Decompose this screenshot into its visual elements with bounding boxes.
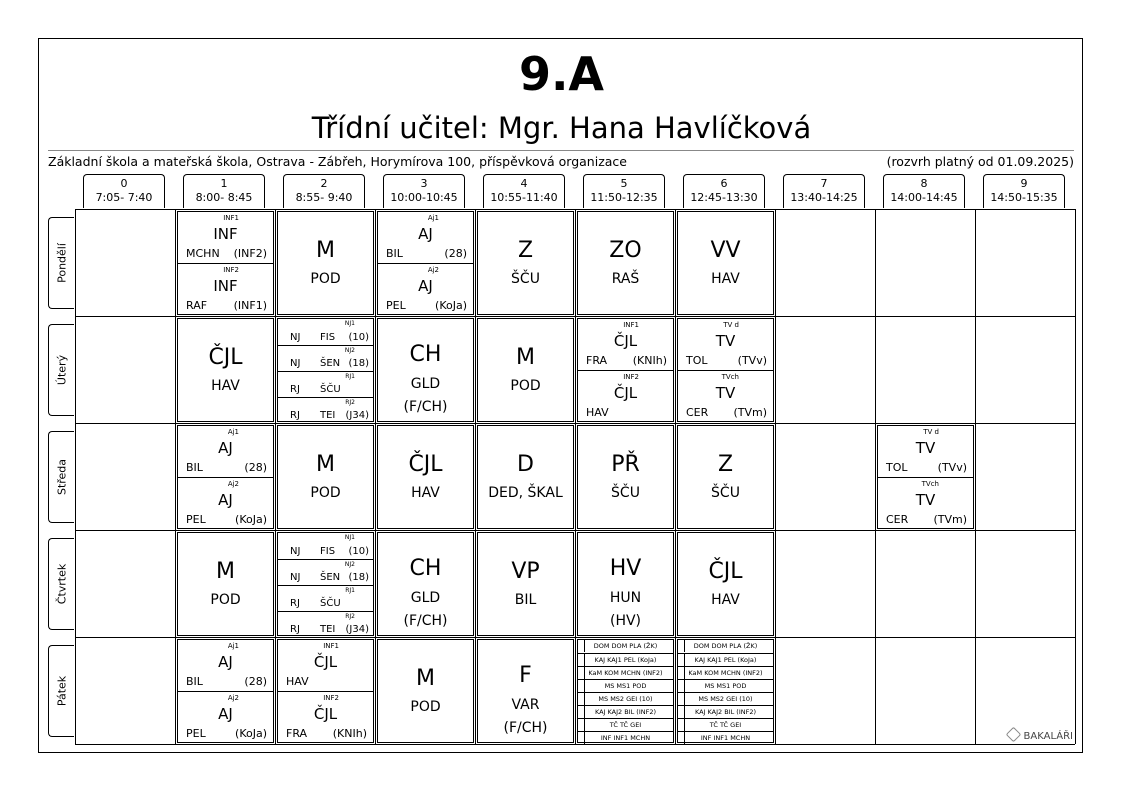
group-room: (28) [244,461,267,474]
day-label: Čtvrtek [55,563,68,605]
group-label: Aj2 [227,694,239,702]
group-teacher: PEL [386,299,406,312]
hour-number: 7 [820,177,828,190]
lesson-teacher: HAV [211,378,240,394]
group-subject: INF [213,225,238,243]
group-subject: RJ [290,624,300,635]
lesson-group [278,691,373,743]
lesson-subject: Z [717,452,734,477]
group-subject: AJ [418,225,433,243]
lesson-teacher: POD [310,485,341,501]
lesson-cell [377,425,474,529]
lesson-group [278,345,373,371]
mini-lesson-text: KAJ KAJ1 PEL (KoJa) [694,656,757,664]
lesson-cell [377,318,474,422]
group-room: (KoJa) [235,727,267,740]
lesson-subject: M [216,559,235,584]
lesson-teacher: HUN [609,590,642,606]
lesson-group [178,426,273,478]
mini-lesson-row [678,705,773,718]
day-tab [48,217,74,309]
lesson-group [678,370,773,422]
mini-lesson-row [578,679,673,692]
mini-lesson-text: MS MS2 GEI (10) [698,695,753,703]
lesson-teacher: HAV [411,485,440,501]
lesson-cell [477,425,574,529]
mini-lesson-row [578,692,673,705]
lesson-subject: M [316,238,335,263]
hour-time: 12:45-13:30 [690,191,758,204]
group-teacher: RAF [186,299,208,312]
lesson-group [278,559,373,585]
lesson-teacher: HAV [711,592,740,608]
lesson-teacher: ŠČU [511,271,540,287]
lesson-subject: D [517,452,534,477]
day-label: Úterý [55,354,68,386]
hour-number: 8 [920,177,928,190]
lesson-cell [477,639,574,743]
lesson-teacher: POD [210,592,241,608]
group-label: Aj2 [427,266,439,274]
mini-lesson-row [578,705,673,718]
group-label: NJ2 [344,561,355,568]
mini-lesson-text: MS MS1 POD [604,682,647,690]
mini-lesson-text: KaM KOM MCHN (INF2) [588,669,663,677]
lesson-subject: HV [609,556,642,581]
group-label: RJ2 [345,399,355,406]
hour-time: 8:55- 9:40 [295,191,353,204]
lesson-group [678,319,773,371]
group-label: RJ1 [345,587,355,594]
group-teacher: TOL [686,354,708,367]
lesson-group [178,212,273,264]
hour-time: 8:00- 8:45 [195,191,253,204]
hour-time: 7:05- 7:40 [95,191,153,204]
group-room: (18) [348,572,369,583]
lesson-cell [177,318,274,422]
mini-lesson-row [678,692,773,705]
group-teacher: FRA [286,727,308,740]
group-teacher: ŠČU [320,598,341,609]
hour-time: 13:40-14:25 [790,191,858,204]
group-label: Aj1 [227,428,239,436]
group-label: INF2 [323,694,339,702]
lesson-subject: VV [710,238,741,263]
group-label: INF2 [223,266,239,274]
group-subject: AJ [218,653,233,671]
lesson-group [878,426,973,478]
lesson-cell [277,211,374,315]
group-teacher: MCHN [186,247,220,260]
day-label: Pátek [55,675,68,707]
group-teacher: FIS [320,332,336,343]
group-teacher: CER [686,406,709,419]
mini-lesson-row [578,718,673,731]
group-subject: TV [715,332,736,350]
lesson-teacher: POD [410,699,441,715]
mini-lesson-text: KaM KOM MCHN (INF2) [688,669,763,677]
group-teacher: HAV [286,675,309,688]
group-subject: TV [715,384,736,402]
group-teacher: FIS [320,546,336,557]
lesson-group [178,263,273,315]
group-subject: INF [213,277,238,295]
group-subject: NJ [290,358,301,369]
lesson-subject: VP [511,559,540,584]
hour-number: 6 [720,177,728,190]
lesson-group [178,640,273,692]
group-subject: TV [915,439,936,457]
hour-time: 10:00-10:45 [390,191,458,204]
group-room: (TVm) [733,406,767,419]
lesson-subject: ČJL [408,452,443,477]
group-teacher: CER [886,513,909,526]
lesson-cell [677,425,774,529]
lesson-cell [377,532,474,636]
group-room: (KNIh) [332,727,367,740]
lesson-room: (F/CH) [503,720,548,736]
group-teacher: TEI [320,624,336,635]
group-subject: RJ [290,410,300,421]
group-room: (KoJa) [435,299,467,312]
group-label: TVch [721,373,739,381]
lesson-teacher: HAV [711,271,740,287]
group-label: NJ1 [344,320,355,327]
lesson-cell [377,639,474,743]
mini-lesson-text: KAJ KAJ2 BIL (INF2) [594,708,657,716]
lesson-cell [177,425,274,529]
group-teacher: ŠEN [320,358,341,369]
mini-lesson-row [678,718,773,731]
lesson-teacher: VAR [511,697,540,713]
day-tab [48,538,74,630]
group-teacher: TEI [320,410,336,421]
lesson-group [278,371,373,397]
lesson-subject: M [416,666,435,691]
lesson-group [578,370,673,422]
lesson-teacher: BIL [514,592,537,608]
mini-lesson-text: MS MS2 GEI (10) [598,695,653,703]
day-tab [48,324,74,416]
lesson-cell [577,425,674,529]
group-label: NJ1 [344,534,355,541]
lesson-subject: ZO [609,238,642,263]
lesson-cell [877,425,974,529]
lesson-cell [577,639,674,743]
hour-time: 14:50-15:35 [990,191,1058,204]
group-label: INF1 [323,642,339,650]
lesson-cell [277,318,374,422]
hour-number: 3 [420,177,428,190]
lesson-cell [677,318,774,422]
lesson-group [278,585,373,611]
lesson-cell [377,211,474,315]
lesson-group [578,319,673,371]
lesson-cell [577,532,674,636]
lesson-cell [677,211,774,315]
group-label: INF2 [623,373,639,381]
group-room: (TVv) [937,461,967,474]
lesson-teacher: GLD [410,590,441,606]
group-subject: NJ [290,546,301,557]
hour-number: 1 [220,177,228,190]
lesson-subject: PŘ [611,452,640,477]
mini-lesson-text: MS MS1 POD [704,682,747,690]
bakalari-logo-icon [1005,727,1021,743]
group-room: (J34) [345,624,369,635]
group-teacher: HAV [586,406,609,419]
group-room: (28) [444,247,467,260]
group-subject: TV [915,491,936,509]
lesson-group [378,212,473,264]
lesson-cell [577,211,674,315]
lesson-teacher: ŠČU [711,485,740,501]
lesson-cell [577,318,674,422]
lesson-group [278,611,373,637]
lesson-room: (HV) [609,613,642,629]
hour-number: 0 [120,177,128,190]
group-label: TV d [923,428,939,436]
group-subject: NJ [290,572,301,583]
lesson-group [378,263,473,315]
lesson-teacher: DED, ŠKAL [488,485,563,501]
lesson-group [878,477,973,529]
validity-date: (rozvrh platný od 01.09.2025) [886,154,1074,169]
lesson-subject: M [516,345,535,370]
group-room: (10) [348,546,369,557]
class-title: 9.A [518,47,605,101]
lesson-subject: ČJL [208,345,243,370]
group-subject: ČJL [313,653,338,671]
mini-lesson-row [578,640,673,653]
group-teacher: FRA [586,354,608,367]
school-name: Základní škola a mateřská škola, Ostrava - Zábřeh, Horymírova 100, příspěvková organizace [48,154,627,169]
group-subject: RJ [290,598,300,609]
group-subject: ČJL [613,384,638,402]
group-label: Aj2 [227,480,239,488]
hour-number: 2 [320,177,328,190]
lesson-cell [277,639,374,743]
group-label: INF1 [223,214,239,222]
lesson-cell [477,318,574,422]
lesson-cell [677,532,774,636]
group-label: TVch [921,480,939,488]
bakalari-logo-text: BAKALÁŘI [1023,731,1073,742]
group-teacher: PEL [186,727,206,740]
lesson-cell [277,532,374,636]
group-room: (TVm) [933,513,967,526]
mini-lesson-text: KAJ KAJ1 PEL (KoJa) [594,656,657,664]
hour-number: 4 [520,177,528,190]
group-teacher: TOL [886,461,908,474]
group-teacher: PEL [186,513,206,526]
group-room: (KNIh) [632,354,667,367]
lesson-teacher: RAŠ [611,271,640,287]
group-label: Aj1 [427,214,439,222]
group-subject: AJ [418,277,433,295]
mini-lesson-row [678,666,773,679]
day-label: Středa [55,458,68,496]
lesson-subject: M [316,452,335,477]
group-room: (INF2) [233,247,267,260]
lesson-cell [177,211,274,315]
mini-lesson-text: DOM DOM PLA (ŽK) [593,642,658,650]
group-teacher: ŠČU [320,384,341,395]
hour-time: 14:00-14:45 [890,191,958,204]
lesson-cell [277,425,374,529]
hour-number: 5 [620,177,628,190]
group-room: (INF1) [233,299,267,312]
bakalari-logo [1008,729,1073,742]
hour-time: 11:50-12:35 [590,191,658,204]
day-label: Pondělí [55,243,68,283]
group-label: RJ2 [345,613,355,620]
lesson-cell [677,639,774,743]
group-label: INF1 [623,321,639,329]
lesson-group [278,533,373,559]
mini-lesson-text: INF INF1 MCHN [700,734,751,742]
mini-lesson-text: INF INF1 MCHN [600,734,651,742]
lesson-group [178,477,273,529]
group-subject: AJ [218,491,233,509]
group-room: (J34) [345,410,369,421]
group-subject: AJ [218,439,233,457]
group-subject: NJ [290,332,301,343]
lesson-subject: Z [517,238,534,263]
lesson-cell [477,211,574,315]
group-teacher: BIL [186,461,203,474]
group-subject: RJ [290,384,300,395]
group-subject: ČJL [313,705,338,723]
lesson-cell [177,639,274,743]
lesson-room: (F/CH) [403,613,448,629]
lesson-subject: F [519,663,532,688]
group-label: Aj1 [227,642,239,650]
lesson-group [278,319,373,345]
mini-lesson-row [578,666,673,679]
group-room: (TVv) [737,354,767,367]
day-tab [48,645,74,737]
lesson-subject: CH [409,342,442,367]
mini-lesson-row [678,679,773,692]
group-room: (28) [244,675,267,688]
lesson-group [278,640,373,692]
lesson-subject: CH [409,556,442,581]
hour-number: 9 [1020,177,1028,190]
mini-lesson-row [678,731,773,744]
day-tab [48,431,74,523]
mini-lesson-text: KAJ KAJ2 BIL (INF2) [694,708,757,716]
lesson-teacher: POD [310,271,341,287]
lesson-subject: ČJL [708,559,743,584]
mini-lesson-row [578,653,673,666]
group-subject: ČJL [613,332,638,350]
group-teacher: BIL [386,247,403,260]
lesson-cell [477,532,574,636]
mini-lesson-row [678,640,773,653]
group-label: RJ1 [345,373,355,380]
lesson-teacher: GLD [410,376,441,392]
lesson-group [278,397,373,423]
group-teacher: BIL [186,675,203,688]
lesson-cell [177,532,274,636]
group-subject: AJ [218,705,233,723]
mini-lesson-row [678,653,773,666]
mini-lesson-text: TČ TČ GEI [709,721,742,729]
lesson-room: (F/CH) [403,399,448,415]
group-room: (18) [348,358,369,369]
group-label: NJ2 [344,347,355,354]
group-teacher: ŠEN [320,572,341,583]
hour-time: 10:55-11:40 [490,191,558,204]
mini-lesson-row [578,731,673,744]
lesson-teacher: ŠČU [611,485,640,501]
group-room: (KoJa) [235,513,267,526]
lesson-teacher: POD [510,378,541,394]
mini-lesson-text: DOM DOM PLA (ŽK) [693,642,758,650]
group-room: (10) [348,332,369,343]
class-teacher-title: Třídní učitel: Mgr. Hana Havlíčková [311,111,812,145]
mini-lesson-text: TČ TČ GEI [609,721,642,729]
lesson-group [178,691,273,743]
group-label: TV d [723,321,739,329]
